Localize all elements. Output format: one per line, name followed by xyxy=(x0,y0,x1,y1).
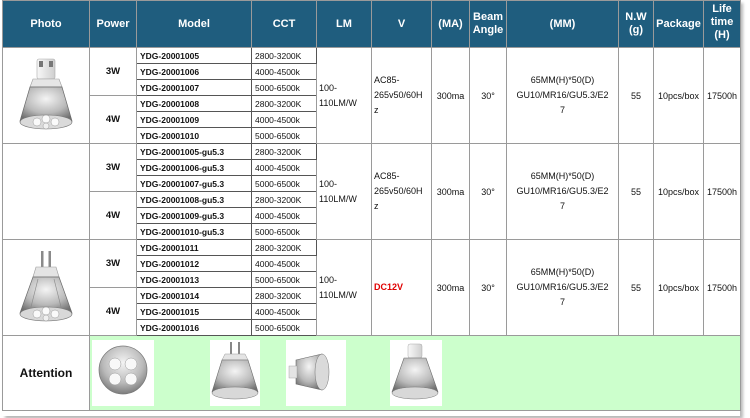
model-cell: YDG-20001006-gu5.3 xyxy=(137,160,252,176)
lm-cell xyxy=(317,240,372,336)
model-cell: YDG-20001011 xyxy=(137,240,252,256)
header-ma: (MA) xyxy=(432,1,470,48)
cct-cell: 2800-3200K xyxy=(252,240,317,256)
table-row xyxy=(3,48,741,64)
cct-cell: 2800-3200K xyxy=(252,96,317,112)
header-beam-line2: Angle xyxy=(472,24,504,36)
model-cell: YDG-20001010 xyxy=(137,128,252,144)
mm-line1: 65MM(H)*50(D) xyxy=(530,75,595,85)
lm-line2: 110LM/W xyxy=(319,193,357,204)
spec-table xyxy=(2,0,741,411)
product-photo-empty xyxy=(3,144,90,240)
lm-line1: 100- xyxy=(319,274,338,285)
power-value: 3W xyxy=(90,240,137,288)
mm-line2: GU10/MR16/GU5.3/E2 xyxy=(516,90,609,100)
attention-photos xyxy=(90,336,741,411)
cct-cell: 2800-3200K xyxy=(252,48,317,64)
power-value: 3W xyxy=(90,144,137,192)
cct-cell: 5000-6500k xyxy=(252,224,317,240)
power-value: 3W xyxy=(90,48,137,96)
power-value: 4W xyxy=(90,192,137,240)
model-cell: YDG-20001009-gu5.3 xyxy=(137,208,252,224)
cct-cell: 5000-6500k xyxy=(252,272,317,288)
ma-cell: 300ma xyxy=(432,48,470,144)
gu10-bulb-icon xyxy=(16,57,76,139)
model-cell: YDG-20001009 xyxy=(137,112,252,128)
cct-cell: 4000-4500k xyxy=(252,208,317,224)
mm-line1: 65MM(H)*50(D) xyxy=(530,267,595,277)
cct-cell: 2800-3200K xyxy=(252,192,317,208)
table-row xyxy=(3,144,741,160)
model-cell: YDG-20001015 xyxy=(137,304,252,320)
header-power: Power xyxy=(90,1,137,48)
spec-table-frame xyxy=(2,0,740,416)
model-cell: YDG-20001007 xyxy=(137,80,252,96)
table-row xyxy=(3,240,741,256)
header-life-line2: time xyxy=(710,16,734,28)
attention-bulb-3-icon xyxy=(286,340,346,406)
model-cell: YDG-20001006 xyxy=(137,64,252,80)
lm-cell xyxy=(317,144,372,240)
v-line3: z xyxy=(374,201,379,211)
header-v: V xyxy=(372,1,432,48)
model-cell: YDG-20001008-gu5.3 xyxy=(137,192,252,208)
mm-line2: GU10/MR16/GU5.3/E2 xyxy=(516,186,609,196)
attention-bulb-photos xyxy=(90,336,730,410)
v-line1: AC85- xyxy=(374,171,400,181)
cct-cell: 5000-6500k xyxy=(252,128,317,144)
mm-line2: GU10/MR16/GU5.3/E2 xyxy=(516,282,609,292)
cct-cell: 5000-6500k xyxy=(252,320,317,336)
lm-cell xyxy=(317,48,372,144)
model-cell: YDG-20001010-gu5.3 xyxy=(137,224,252,240)
product-photo-mr16 xyxy=(3,240,90,336)
ma-cell: 300ma xyxy=(432,240,470,336)
attention-bulb-1-icon xyxy=(92,340,154,406)
package-cell: 10pcs/box xyxy=(654,240,704,336)
header-row xyxy=(3,1,741,48)
cct-cell: 4000-4500k xyxy=(252,304,317,320)
mm-line1: 65MM(H)*50(D) xyxy=(530,171,595,181)
package-cell: 10pcs/box xyxy=(654,48,704,144)
ma-cell: 300ma xyxy=(432,144,470,240)
lm-line2: 110LM/W xyxy=(319,289,357,300)
header-lm: LM xyxy=(317,1,372,48)
model-cell: YDG-20001012 xyxy=(137,256,252,272)
model-cell: YDG-20001007-gu5.3 xyxy=(137,176,252,192)
beam-cell: 30° xyxy=(470,144,507,240)
v-line2: 265v50/60H xyxy=(374,186,423,196)
attention-label: Attention xyxy=(3,336,90,411)
mm-line3: 7 xyxy=(559,201,565,211)
mm-line3: 7 xyxy=(559,105,565,115)
mm-line3: 7 xyxy=(559,297,565,307)
voltage-cell-dc: DC12V xyxy=(372,240,432,336)
nw-cell: 55 xyxy=(619,240,654,336)
cct-cell: 4000-4500k xyxy=(252,256,317,272)
nw-cell: 55 xyxy=(619,144,654,240)
mm-cell xyxy=(507,48,619,144)
attention-bulb-2-icon xyxy=(210,340,260,406)
product-photo-gu10 xyxy=(3,48,90,144)
nw-cell: 55 xyxy=(619,48,654,144)
header-mm: (MM) xyxy=(507,1,619,48)
header-cct: CCT xyxy=(252,1,317,48)
header-beam-line1: Beam xyxy=(473,11,503,23)
header-nw-line1: N.W xyxy=(625,11,647,23)
v-line2: 265v50/60H xyxy=(374,90,423,100)
package-cell: 10pcs/box xyxy=(654,144,704,240)
lifetime-cell: 17500h xyxy=(704,240,741,336)
gu10-bulb-image xyxy=(16,57,76,135)
cct-cell: 4000-4500k xyxy=(252,64,317,80)
lifetime-cell: 17500h xyxy=(704,48,741,144)
mm-cell xyxy=(507,240,619,336)
cct-cell: 5000-6500k xyxy=(252,176,317,192)
beam-cell: 30° xyxy=(470,48,507,144)
v-line3: z xyxy=(374,105,379,115)
cct-cell: 2800-3200K xyxy=(252,288,317,304)
header-lifetime xyxy=(704,1,741,48)
model-cell: YDG-20001005-gu5.3 xyxy=(137,144,252,160)
header-nw-line2: (g) xyxy=(628,24,644,36)
lifetime-cell: 17500h xyxy=(704,144,741,240)
lm-line1: 100- xyxy=(319,178,338,189)
lm-line2: 110LM/W xyxy=(319,97,357,108)
mr16-bulb-image xyxy=(16,249,76,327)
cct-cell: 2800-3200K xyxy=(252,144,317,160)
cct-cell: 5000-6500k xyxy=(252,80,317,96)
voltage-cell xyxy=(372,144,432,240)
header-nw xyxy=(619,1,654,48)
power-value: 4W xyxy=(90,96,137,144)
header-life-line1: Life xyxy=(712,3,732,15)
voltage-cell xyxy=(372,48,432,144)
header-life-line3: (H) xyxy=(714,29,730,41)
model-cell: YDG-20001016 xyxy=(137,320,252,336)
lm-line1: 100- xyxy=(319,82,338,93)
mr16-bulb-icon xyxy=(16,249,76,331)
attention-bulb-4-icon xyxy=(390,340,442,406)
beam-cell: 30° xyxy=(470,240,507,336)
attention-row xyxy=(3,336,741,411)
header-photo: Photo xyxy=(3,1,90,48)
v-line1: AC85- xyxy=(374,75,400,85)
model-cell: YDG-20001008 xyxy=(137,96,252,112)
model-cell: YDG-20001005 xyxy=(137,48,252,64)
header-beam-angle xyxy=(470,1,507,48)
model-cell: YDG-20001013 xyxy=(137,272,252,288)
power-value: 4W xyxy=(90,288,137,336)
model-cell: YDG-20001014 xyxy=(137,288,252,304)
header-package: Package xyxy=(654,1,704,48)
cct-cell: 4000-4500k xyxy=(252,160,317,176)
cct-cell: 4000-4500k xyxy=(252,112,317,128)
header-model: Model xyxy=(137,1,252,48)
mm-cell xyxy=(507,144,619,240)
